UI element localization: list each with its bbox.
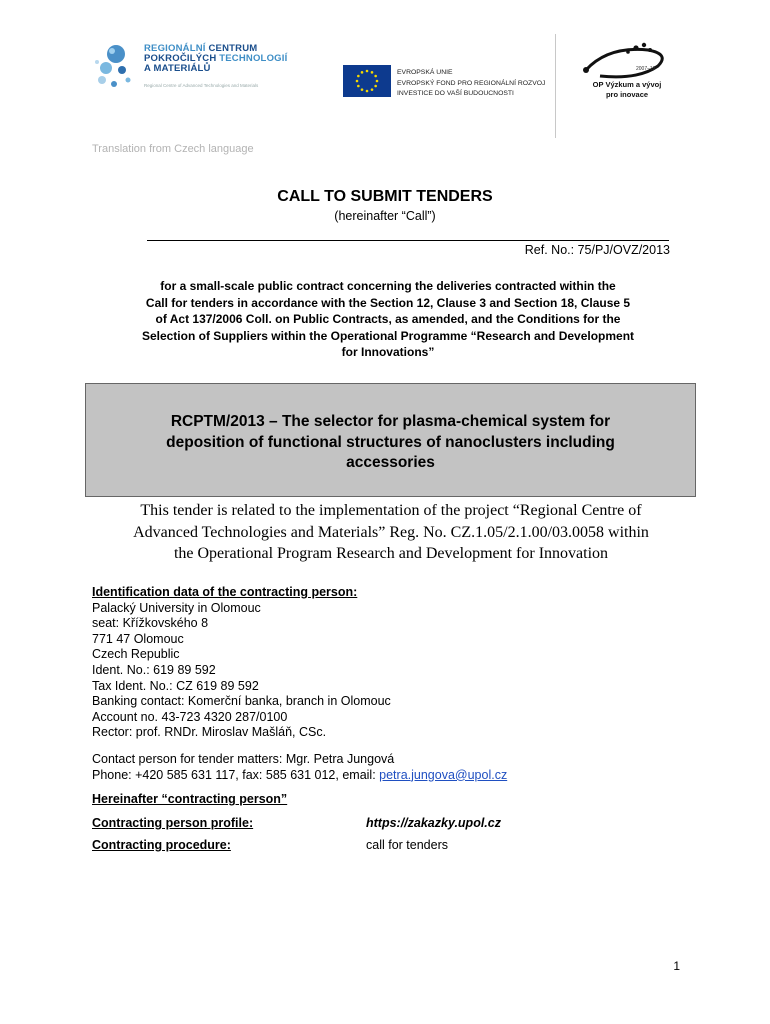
- identification-line: Rector: prof. RNDr. Miroslav Mašláň, CSc.: [92, 725, 327, 740]
- subject-line: deposition of functional structures of nanoclusters including: [166, 433, 615, 451]
- eu-star-icon: [374, 85, 377, 88]
- subject-title: [85, 412, 696, 474]
- identification-line: Ident. No.: 619 89 592: [92, 662, 216, 677]
- hereinafter-text: Hereinafter “contracting person”: [92, 792, 288, 806]
- reference-number: Ref. No.: 75/PJ/OVZ/2013: [524, 243, 670, 257]
- eu-star-icon: [376, 80, 379, 83]
- op-orbit-icon: [578, 40, 678, 82]
- op-years: 2007–13: [636, 66, 656, 72]
- eu-star-icon: [361, 88, 364, 91]
- eu-line-1: EVROPSKÁ UNIE: [397, 69, 453, 76]
- subject-line: accessories: [346, 454, 435, 471]
- op-line-1: OP Výzkum a vývoj: [592, 80, 662, 89]
- identification-line: Account no. 43-723 4320 287/0100: [92, 709, 288, 724]
- identification-line: Czech Republic: [92, 647, 180, 662]
- project-line: Advanced Technologies and Materials” Reg. No. CZ.1.05/2.1.00/03.0058 within: [133, 523, 649, 541]
- page-subtitle: (hereinafter “Call”): [334, 209, 436, 223]
- hereinafter-label: [92, 792, 287, 808]
- contact-phone: Phone: +420 585 631 117, fax: 585 631 012, email:: [92, 767, 380, 782]
- intro-line: for Innovations”: [341, 345, 435, 359]
- identification-section: [92, 585, 391, 741]
- centre-logo-tagline: Regional Centre of Advanced Technologies and Materials: [144, 83, 259, 88]
- profile-label: [92, 816, 253, 832]
- subject-line: RCPTM/2013 – The selector for plasma-chemical system for: [170, 413, 611, 430]
- procedure-value: call for tenders: [366, 838, 448, 852]
- eu-flag-icon: [343, 65, 391, 97]
- eu-star-icon: [366, 70, 369, 73]
- molecule-logo-icon: [92, 40, 144, 92]
- contact-phone-line: [92, 768, 507, 784]
- contact-person: Contact person for tender matters: Mgr. Petra Jungová: [92, 752, 395, 766]
- eu-line-2: EVROPSKÝ FOND PRO REGIONÁLNÍ ROZVOJ: [397, 79, 546, 87]
- eu-star-icon: [356, 80, 359, 83]
- op-line-2: pro inovace: [605, 89, 649, 99]
- page-title: CALL TO SUBMIT TENDERS: [277, 188, 493, 205]
- op-logo-text: [578, 80, 676, 99]
- intro-paragraph: [88, 278, 688, 361]
- project-paragraph: [80, 500, 702, 565]
- translation-note: Translation from Czech language: [92, 143, 254, 155]
- profile-url[interactable]: https://zakazky.upol.cz: [366, 816, 501, 830]
- project-line: the Operational Program Research and Development for Innovation: [173, 545, 609, 562]
- procedure-label: [92, 838, 231, 854]
- email-link[interactable]: petra.jungova@upol.cz: [379, 767, 508, 782]
- identification-line: 771 47 Olomouc: [92, 631, 184, 646]
- procedure-label-text: Contracting procedure:: [92, 838, 231, 852]
- intro-line: of Act 137/2006 Coll. on Public Contracts, as amended, and the Conditions for the: [155, 312, 621, 326]
- eu-star-icon: [371, 71, 374, 74]
- intro-line: for a small-scale public contract concerning the deliveries contracted within the: [160, 279, 616, 293]
- identification-line: Palacký University in Olomouc: [92, 600, 261, 615]
- profile-label-text: Contracting person profile:: [92, 816, 254, 830]
- page-number: 1: [673, 959, 680, 973]
- regional-centre-logo: [92, 36, 292, 106]
- eu-line-3: INVESTICE DO VAŠÍ BUDOUCNOSTI: [397, 90, 514, 97]
- identification-line: Tax Ident. No.: CZ 619 89 592: [92, 678, 259, 693]
- centre-logo-text: REGIONÁLNÍ CENTRUM POKROČILÝCH TECHNOLOGIÍ A MATERIÁLŮ: [144, 43, 288, 74]
- eu-star-icon: [357, 85, 360, 88]
- header-divider: [555, 34, 556, 138]
- eu-star-icon: [361, 71, 364, 74]
- eu-star-icon: [366, 90, 369, 93]
- identification-heading: Identification data of the contracting person:: [92, 585, 358, 599]
- op-research-logo: [578, 40, 678, 110]
- eu-star-icon: [371, 88, 374, 91]
- intro-line: Selection of Suppliers within the Operational Programme “Research and Development: [141, 328, 635, 343]
- intro-line: Call for tenders in accordance with the Section 12, Clause 3 and Section 18, Clause 5: [145, 295, 631, 310]
- eu-fund-text: [397, 68, 545, 100]
- eu-star-icon: [357, 75, 360, 78]
- eu-star-icon: [374, 75, 377, 78]
- identification-line: seat: Křížkovského 8: [92, 616, 209, 631]
- identification-line: Banking contact: Komerční banka, branch in Olomouc: [92, 694, 391, 709]
- title-rule: [147, 240, 669, 241]
- project-line: This tender is related to the implementation of the project “Regional Centre of: [140, 502, 642, 519]
- contact-section: [92, 752, 507, 783]
